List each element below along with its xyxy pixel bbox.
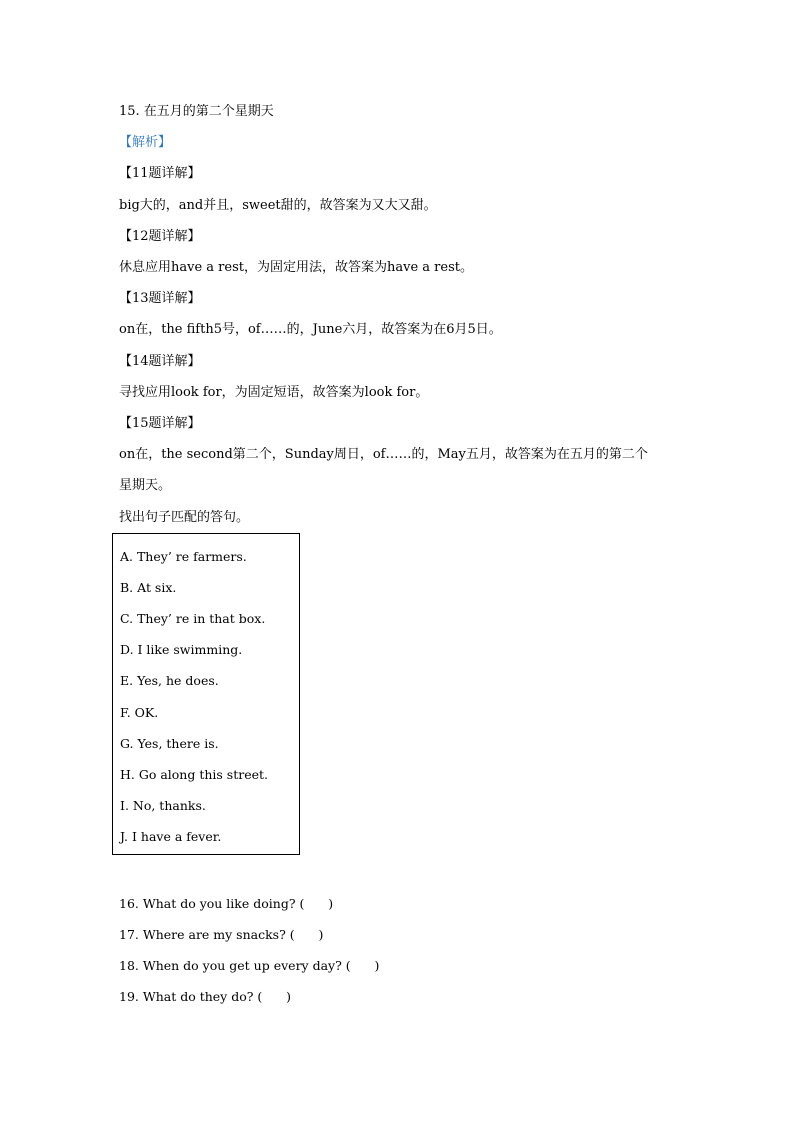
question-18: 18. When do you get up every day? ( ) bbox=[119, 958, 380, 973]
explanation-12-header: 【12题详解】 bbox=[119, 229, 201, 244]
option-c: C. They’ re in that box. bbox=[120, 611, 266, 626]
option-d: D. I like swimming. bbox=[120, 642, 243, 657]
option-i: I. No, thanks. bbox=[120, 798, 206, 813]
options-box bbox=[112, 533, 300, 855]
explanation-15-header: 【15题详解】 bbox=[119, 416, 201, 431]
option-b: B. At six. bbox=[120, 580, 177, 595]
option-a: A. They’ re farmers. bbox=[120, 549, 247, 564]
option-j: J. I have a fever. bbox=[120, 829, 222, 844]
explanation-15-text-cont: 星期天。 bbox=[119, 478, 172, 493]
answer-15: 15. 在五月的第二个星期天 bbox=[119, 104, 274, 119]
question-16: 16. What do you like doing? ( ) bbox=[119, 896, 334, 911]
option-f: F. OK. bbox=[120, 705, 159, 720]
explanation-11-header: 【11题详解】 bbox=[119, 166, 201, 181]
explanation-14-text: 寻找应用look for，为固定短语，故答案为look for。 bbox=[119, 385, 429, 400]
explanation-12-text: 休息应用have a rest，为固定用法，故答案为have a rest。 bbox=[119, 260, 473, 275]
explanation-13-header: 【13题详解】 bbox=[119, 291, 201, 306]
question-17: 17. Where are my snacks? ( ) bbox=[119, 927, 324, 942]
option-g: G. Yes, there is. bbox=[120, 736, 219, 751]
instruction: 找出句子匹配的答句。 bbox=[119, 510, 250, 525]
explanation-11-text: big大的，and并且，sweet甜的，故答案为又大又甜。 bbox=[119, 198, 437, 213]
explanation-15-text: on在，the second第二个，Sunday周日，of……的，May五月，故答案为在五月的第二个 bbox=[119, 447, 648, 462]
option-h: H. Go along this street. bbox=[120, 767, 268, 782]
explanation-14-header: 【14题详解】 bbox=[119, 354, 201, 369]
explanation-13-text: on在，the fifth5号，of……的，June六月，故答案为在6月5日。 bbox=[119, 322, 502, 337]
analysis-label: 【解析】 bbox=[119, 135, 172, 150]
option-e: E. Yes, he does. bbox=[120, 673, 219, 688]
question-19: 19. What do they do? ( ) bbox=[119, 989, 292, 1004]
